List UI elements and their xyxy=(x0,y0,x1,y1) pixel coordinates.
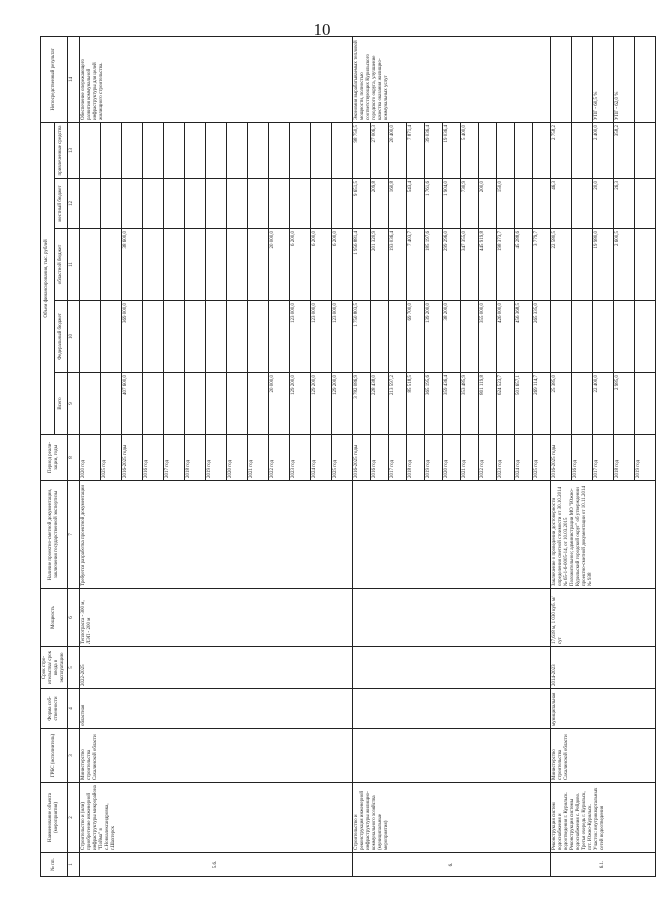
col-form-header: Форма соб-ственности xyxy=(41,689,68,729)
ownership-cell: областная xyxy=(80,689,353,729)
total-cell xyxy=(101,373,122,435)
col-name-header: Наименование объекта (мероприятия) xyxy=(41,783,68,853)
term-cell xyxy=(353,647,551,689)
period-cell: 2020 год xyxy=(227,435,248,481)
oblast-cell: 193 036,4 xyxy=(389,229,407,301)
federal-cell xyxy=(269,301,290,373)
period-cell: 2019 год xyxy=(206,435,227,481)
col-number: 10 xyxy=(68,301,80,373)
result-cell xyxy=(551,36,572,122)
extra-cell xyxy=(206,122,227,178)
table-row xyxy=(353,36,371,876)
col-number: 6 xyxy=(68,589,80,647)
federal-cell: 139 200,0 xyxy=(425,301,443,373)
total-cell: 129 200,0 xyxy=(290,373,311,435)
result-cell: УПГ - 62,0 % xyxy=(614,36,635,122)
federal-cell xyxy=(461,301,479,373)
oblast-cell: 6 200,0 xyxy=(332,229,353,301)
term-cell: 2022-2025 xyxy=(80,647,353,689)
federal-cell xyxy=(248,301,269,373)
total-cell xyxy=(248,373,269,435)
federal-cell xyxy=(206,301,227,373)
period-cell: 2016 год xyxy=(143,435,164,481)
local-cell: 209,8 xyxy=(371,179,389,229)
oblast-cell: 198 373,7 xyxy=(497,229,515,301)
col-term-header: Срок стро-ительства/ срок ввода в эксплуатацию xyxy=(41,647,68,689)
header-row-1 xyxy=(41,36,55,876)
oblast-cell: 6 200,0 xyxy=(290,229,311,301)
federal-cell: 456 368,5 xyxy=(515,301,533,373)
local-cell: 160,8 xyxy=(389,179,407,229)
total-cell xyxy=(206,373,227,435)
oblast-cell xyxy=(143,229,164,301)
federal-cell xyxy=(371,301,389,373)
period-cell: 2019 год xyxy=(425,435,443,481)
result-cell: УПГ - 60,5 % xyxy=(593,36,614,122)
oblast-cell: 445 919,8 xyxy=(479,229,497,301)
oblast-cell xyxy=(185,229,206,301)
extra-cell: 20 400,0 xyxy=(389,122,407,178)
local-cell xyxy=(143,179,164,229)
col-number: 14 xyxy=(68,36,80,122)
federal-cell: 369 000,0 xyxy=(122,301,143,373)
col-number: 11 xyxy=(68,229,80,301)
total-cell: 129 200,0 xyxy=(332,373,353,435)
col-result-header: Непосредственный результат xyxy=(41,36,68,122)
oblast-cell: 6 200,0 xyxy=(311,229,332,301)
total-cell xyxy=(227,373,248,435)
col-number: 3 xyxy=(68,729,80,783)
federal-cell: 123 000,0 xyxy=(290,301,311,373)
federal-cell xyxy=(185,301,206,373)
federal-cell: 69 700,0 xyxy=(407,301,425,373)
oblast-cell: 38 600,0 xyxy=(122,229,143,301)
oblast-cell: 1 956 881,4 xyxy=(353,229,371,301)
col-number: 12 xyxy=(68,179,80,229)
investment-table xyxy=(40,36,656,877)
result-cell: Экономия вырабатываемых тепловой мощности, полностью соответствующих Курильского городского округа, улучшение качества оказания жилищно-коммунальных услуг xyxy=(353,36,551,122)
local-cell: 1 904,0 xyxy=(443,179,461,229)
oblast-cell xyxy=(572,229,593,301)
local-cell xyxy=(290,179,311,229)
total-cell: 407 600,0 xyxy=(122,373,143,435)
col-number: 4 xyxy=(68,689,80,729)
federal-cell xyxy=(227,301,248,373)
oblast-cell: 45 288,6 xyxy=(515,229,533,301)
local-cell xyxy=(332,179,353,229)
extra-cell xyxy=(533,122,551,178)
ownership-cell xyxy=(353,689,551,729)
extra-cell: 27 006,3 xyxy=(371,122,389,178)
total-cell xyxy=(635,373,656,435)
extra-cell: 5 400,0 xyxy=(461,122,479,178)
total-cell: 3 782 086,9 xyxy=(353,373,371,435)
oblast-cell: 299 296,0 xyxy=(443,229,461,301)
col-obl-header: областной бюджет xyxy=(54,229,68,301)
period-cell: 2020 год xyxy=(443,435,461,481)
period-cell: 2022 год xyxy=(479,435,497,481)
federal-cell: 1 750 803,5 xyxy=(353,301,371,373)
result-cell xyxy=(572,36,593,122)
oblast-cell: 22 580,5 xyxy=(551,229,572,301)
col-num-header: № пп. xyxy=(41,853,68,877)
total-cell: 2 985,0 xyxy=(614,373,635,435)
grbs-cell xyxy=(353,729,551,783)
oblast-cell xyxy=(80,229,101,301)
period-cell: 2023 год xyxy=(290,435,311,481)
local-cell: 20,0 xyxy=(593,179,614,229)
local-cell xyxy=(572,179,593,229)
period-cell: 2016 год xyxy=(371,435,389,481)
oblast-cell: 185 197,6 xyxy=(425,229,443,301)
extra-cell xyxy=(248,122,269,178)
period-cell: 2020 год xyxy=(80,435,101,481)
column-number-row xyxy=(68,36,80,876)
local-cell: 730,9 xyxy=(461,179,479,229)
rotated-table-area xyxy=(40,37,641,877)
power-cell: Теплотрасса - 300 м, ЛЭП - 200 м xyxy=(80,589,353,647)
federal-cell: 265 335,0 xyxy=(533,301,551,373)
federal-cell: 123 000,0 xyxy=(332,301,353,373)
local-cell xyxy=(227,179,248,229)
col-grbs-header: ГРБС (исполнитель) xyxy=(41,729,68,783)
local-cell: 9 651,5 xyxy=(353,179,371,229)
period-cell: 2018 год xyxy=(185,435,206,481)
col-fed-header: Федеральный бюджет xyxy=(54,301,68,373)
col-number: 7 xyxy=(68,481,80,589)
extra-cell xyxy=(479,122,497,178)
total-cell: 22 400,0 xyxy=(593,373,614,435)
extra-cell xyxy=(497,122,515,178)
extra-cell xyxy=(332,122,353,178)
federal-cell xyxy=(164,301,185,373)
local-cell xyxy=(635,179,656,229)
local-cell xyxy=(101,179,122,229)
local-cell xyxy=(269,179,290,229)
local-cell xyxy=(248,179,269,229)
total-cell xyxy=(164,373,185,435)
extra-cell xyxy=(311,122,332,178)
period-cell: 2017 год xyxy=(593,435,614,481)
col-period-header: Период реали-зации, годы xyxy=(41,435,68,481)
oblast-cell xyxy=(206,229,227,301)
period-cell: 2025 год xyxy=(332,435,353,481)
extra-cell xyxy=(227,122,248,178)
docs-cell xyxy=(353,481,551,589)
row-number: 5.6. xyxy=(80,853,353,877)
col-number: 2 xyxy=(68,783,80,853)
extra-cell: 2 400,0 xyxy=(593,122,614,178)
col-local-header: местный бюджет xyxy=(54,179,68,229)
oblast-cell: 3 779,7 xyxy=(533,229,551,301)
oblast-cell xyxy=(227,229,248,301)
oblast-cell xyxy=(248,229,269,301)
col-number: 13 xyxy=(68,122,80,178)
object-name: Строительство и (или) приобретение инженерной инфраструктуры микрорайона "Пойма" в с.Новоалександровка, г.Шахтерск xyxy=(80,783,353,853)
total-cell xyxy=(185,373,206,435)
local-cell xyxy=(533,179,551,229)
period-cell: 2017 год xyxy=(389,435,407,481)
federal-cell xyxy=(80,301,101,373)
table-row xyxy=(551,36,572,876)
local-cell: 26,3 xyxy=(614,179,635,229)
local-cell xyxy=(122,179,143,229)
local-cell: 1 761,6 xyxy=(425,179,443,229)
federal-cell: 123 000,0 xyxy=(311,301,332,373)
total-cell: 25 385,0 xyxy=(551,373,572,435)
period-cell: 2021 год xyxy=(248,435,269,481)
local-cell: 46,3 xyxy=(551,179,572,229)
oblast-cell: 19 980,0 xyxy=(593,229,614,301)
grbs-cell: Министерство строительства Сахалинской области xyxy=(80,729,353,783)
period-cell: 2019 год xyxy=(635,435,656,481)
federal-cell xyxy=(635,301,656,373)
total-cell xyxy=(143,373,164,435)
extra-cell: 39 036,4 xyxy=(425,122,443,178)
extra-cell xyxy=(143,122,164,178)
extra-cell: 358,2 xyxy=(614,122,635,178)
local-cell: 543,4 xyxy=(407,179,425,229)
page-number: 10 xyxy=(313,20,331,39)
extra-cell xyxy=(122,122,143,178)
oblast-cell xyxy=(101,229,122,301)
federal-cell: 426 000,0 xyxy=(497,301,515,373)
total-cell: 20 000,0 xyxy=(269,373,290,435)
oblast-cell xyxy=(635,229,656,301)
federal-cell xyxy=(572,301,593,373)
local-cell: 200,0 xyxy=(479,179,497,229)
oblast-cell: 20 000,0 xyxy=(269,229,290,301)
period-cell: 2017 год xyxy=(164,435,185,481)
extra-cell xyxy=(572,122,593,178)
oblast-cell: 7 403,7 xyxy=(407,229,425,301)
extra-cell xyxy=(80,122,101,178)
row-number: 6.1. xyxy=(551,853,656,877)
total-cell: 353 485,9 xyxy=(461,373,479,435)
federal-cell: 38 200,0 xyxy=(443,301,461,373)
local-cell xyxy=(164,179,185,229)
extra-cell: 7 871,4 xyxy=(407,122,425,178)
ownership-cell: муниципальная xyxy=(551,689,656,729)
federal-cell xyxy=(551,301,572,373)
total-cell xyxy=(80,373,101,435)
docs-cell: Требуется разработка проектной документации xyxy=(80,481,353,589)
col-docs-header: Наличие проектно-сметной документации, заключения государственной экспертизы xyxy=(41,481,68,589)
total-cell: 85 518,5 xyxy=(407,373,425,435)
extra-cell: 2 758,2 xyxy=(551,122,572,178)
oblast-cell: 347 355,0 xyxy=(461,229,479,301)
local-cell xyxy=(185,179,206,229)
period-cell: 2024 год xyxy=(515,435,533,481)
total-cell: 228 438,0 xyxy=(371,373,389,435)
total-cell: 801 119,8 xyxy=(479,373,497,435)
total-cell: 365 195,6 xyxy=(425,373,443,435)
federal-cell xyxy=(143,301,164,373)
period-cell: 2016-2025 годы xyxy=(353,435,371,481)
total-cell xyxy=(572,373,593,435)
row-number: 6. xyxy=(353,853,551,877)
period-cell: 2025 год xyxy=(101,435,122,481)
result-cell: Обеспечение опережающего развития коммунальной инфраструктуры для целей жилищного строительства. xyxy=(80,36,353,122)
grbs-cell: Министерство строительства Сахалинской области xyxy=(551,729,656,783)
power-cell xyxy=(353,589,551,647)
col-fin-header: Объем финансирования, тыс. рублей xyxy=(41,122,55,434)
extra-cell xyxy=(164,122,185,178)
total-cell: 624 523,7 xyxy=(497,373,515,435)
period-cell: 2023 год xyxy=(497,435,515,481)
term-cell: 2014-2023 xyxy=(551,647,656,689)
period-cell: 2016-2025 годы xyxy=(122,435,143,481)
col-power-header: Мощность xyxy=(41,589,68,647)
local-cell xyxy=(206,179,227,229)
federal-cell xyxy=(101,301,122,373)
extra-cell xyxy=(635,122,656,178)
period-cell: 2025 год xyxy=(533,435,551,481)
extra-cell: 19 036,4 xyxy=(443,122,461,178)
period-cell: 2022 год xyxy=(269,435,290,481)
total-cell: 129 200,0 xyxy=(311,373,332,435)
federal-cell xyxy=(389,301,407,373)
local-cell xyxy=(311,179,332,229)
period-cell: 2016-2025 годы xyxy=(551,435,572,481)
total-cell: 501 657,1 xyxy=(515,373,533,435)
table-row xyxy=(80,36,101,876)
object-name: Строительство и реконструкция инженерной инфраструктуры жилищно-коммунального хозяйства (муниципальные мероприятия) xyxy=(353,783,551,853)
period-cell: 2016 год xyxy=(572,435,593,481)
local-cell: 150,0 xyxy=(497,179,515,229)
oblast-cell: 201 320,9 xyxy=(371,229,389,301)
col-number: 1 xyxy=(68,853,80,877)
docs-cell: Заключение о проведении достоверности определения сметной стоимости от 30.10.2014 № 65-1-6-0005-14, от 10.03.2015 Положительное; администрации МО "Южно-Курильский городской округ" об утверждении проектно-сметной документации от 10.11.2014 № 938 xyxy=(551,481,656,589)
period-cell: 2018 год xyxy=(407,435,425,481)
federal-cell: 355 000,0 xyxy=(479,301,497,373)
col-extra-header: привлеченные средства xyxy=(54,122,68,178)
federal-cell xyxy=(593,301,614,373)
object-name: Реконструкция систем водоснабжения и водоотведения г. Курильск. Реконструкция системы водоснабжения с. Рейдово. Третья очередь г. Курильск, пгт. Южно-Курильск. Участок: внутриквартальных сетей водоотведения xyxy=(551,783,656,853)
extra-cell xyxy=(290,122,311,178)
extra-cell: 98 750,5 xyxy=(353,122,371,178)
power-cell: 17,618 м, 1 030 куб. м/сут xyxy=(551,589,656,647)
total-cell: 359 436,4 xyxy=(443,373,461,435)
extra-cell xyxy=(515,122,533,178)
federal-cell xyxy=(614,301,635,373)
oblast-cell xyxy=(164,229,185,301)
local-cell xyxy=(80,179,101,229)
col-number: 8 xyxy=(68,435,80,481)
period-cell: 2021 год xyxy=(461,435,479,481)
extra-cell xyxy=(185,122,206,178)
oblast-cell: 2 600,5 xyxy=(614,229,635,301)
col-total-header: Всего xyxy=(54,373,68,435)
local-cell xyxy=(515,179,533,229)
col-number: 9 xyxy=(68,373,80,435)
col-number: 5 xyxy=(68,647,80,689)
period-cell: 2018 год xyxy=(614,435,635,481)
extra-cell xyxy=(269,122,290,178)
total-cell: 269 114,7 xyxy=(533,373,551,435)
total-cell: 213 597,2 xyxy=(389,373,407,435)
extra-cell xyxy=(101,122,122,178)
result-cell xyxy=(635,36,656,122)
period-cell: 2024 год xyxy=(311,435,332,481)
